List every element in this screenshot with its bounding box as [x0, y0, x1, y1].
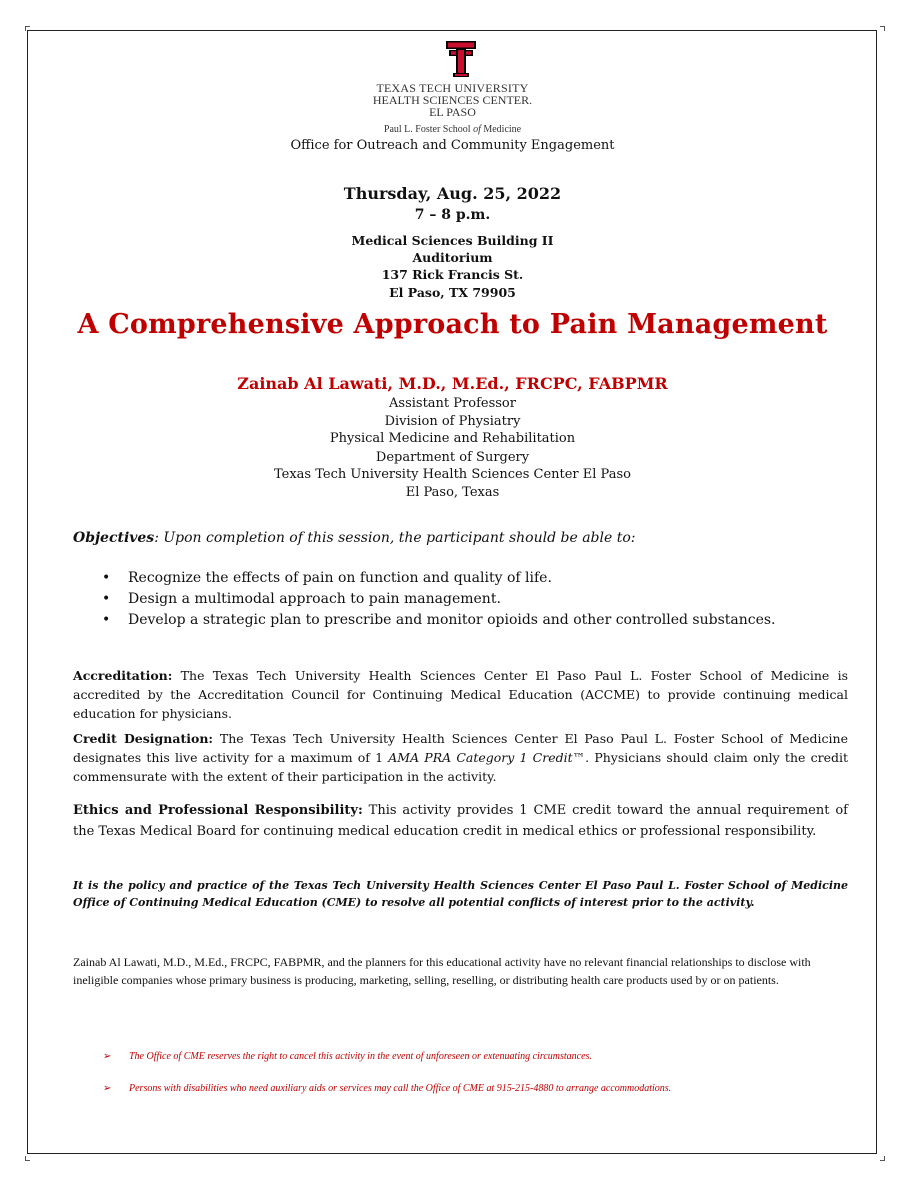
crop-mark [25, 26, 30, 31]
speaker-name: Zainab Al Lawati, M.D., M.Ed., FRCPC, FABPMR [237, 374, 668, 393]
credit-designation-paragraph: Credit Designation: The Texas Tech University Health Sciences Center El Paso Paul L. Foster School of Medicine designates this live activity for a maximum of 1 AMA PRA Category 1 Credit™. Physicians should claim only the credit commensurate with the extent of their participation in the activity. [73, 731, 848, 784]
speaker-detail: Assistant Professor [389, 396, 516, 411]
event-time: 7 – 8 p.m. [414, 207, 491, 223]
bullet-icon: • [102, 612, 111, 628]
speaker-detail: Texas Tech University Health Sciences Center El Paso [274, 467, 631, 482]
arrow-bullet-icon: ➢ [103, 1051, 112, 1062]
crop-mark [880, 26, 885, 31]
disclosure-statement: Zainab Al Lawati, M.D., M.Ed., FRCPC, FABPMR, and the planners for this educational activity have no relevant financial relationships to disclose with ineligible companies whose primary business is producing, marketing, selling, reselling, or distributing health care products used by or on patients. [73, 955, 811, 987]
accreditation-paragraph: Accreditation: The Texas Tech University Health Sciences Center El Paso Paul L. Foster School of Medicine is accredited by the Accreditation Council for Continuing Medical Education (ACCME) to provide continuing medical education for physicians. [73, 668, 848, 721]
objectives-label: Objectives [73, 530, 155, 546]
bullet-icon: • [102, 591, 111, 607]
texas-tech-double-t-logo [446, 41, 476, 77]
office-name: Office for Outreach and Community Engagement [290, 138, 615, 153]
conflict-policy-statement: It is the policy and practice of the Texas Tech University Health Sciences Center El Paso Paul L. Foster School of Medicine Office of Continuing Medical Education (CME) to resolve all potential conflicts of interest prior to the activity. [73, 879, 848, 909]
speaker-detail: Division of Physiatry [384, 414, 521, 429]
location-line: 137 Rick Francis St. [381, 267, 524, 282]
location-line: Medical Sciences Building II [351, 233, 554, 248]
bullet-icon: • [102, 570, 111, 586]
crop-mark [25, 1156, 30, 1161]
speaker-detail: El Paso, Texas [405, 485, 500, 500]
institution-name-line2: HEALTH SCIENCES CENTER. [372, 93, 533, 107]
crop-mark [880, 1156, 885, 1161]
objectives-heading [73, 530, 636, 546]
event-title: A Comprehensive Approach to Pain Management [77, 309, 828, 340]
institution-name-line1: TEXAS TECH UNIVERSITY [376, 81, 529, 95]
location-line: El Paso, TX 79905 [389, 285, 516, 300]
note-item: ➢ The Office of CME reserves the right to cancel this activity in the event of unforeseen or extenuating circumstances. [103, 1051, 592, 1062]
speaker-detail: Physical Medicine and Rehabilitation [329, 431, 576, 446]
speaker-detail: Department of Surgery [375, 450, 530, 465]
event-date: Thursday, Aug. 25, 2022 [343, 184, 562, 203]
arrow-bullet-icon: ➢ [103, 1083, 112, 1094]
ethics-paragraph: Ethics and Professional Responsibility: This activity provides 1 CME credit toward the annual requirement of the Texas Medical Board for continuing medical education credit in medical ethics or professional responsibility. [73, 803, 848, 839]
institution-name-line3: EL PASO [429, 105, 476, 119]
note-item: ➢ Persons with disabilities who need auxiliary aids or services may call the Office of CME at 915-215-4880 to arrange accommodations. [103, 1083, 672, 1094]
objectives-intro: : Upon completion of this session, the participant should be able to: [154, 530, 636, 546]
school-name: Paul L. Foster School of Medicine [383, 124, 522, 135]
location-line: Auditorium [412, 250, 493, 265]
